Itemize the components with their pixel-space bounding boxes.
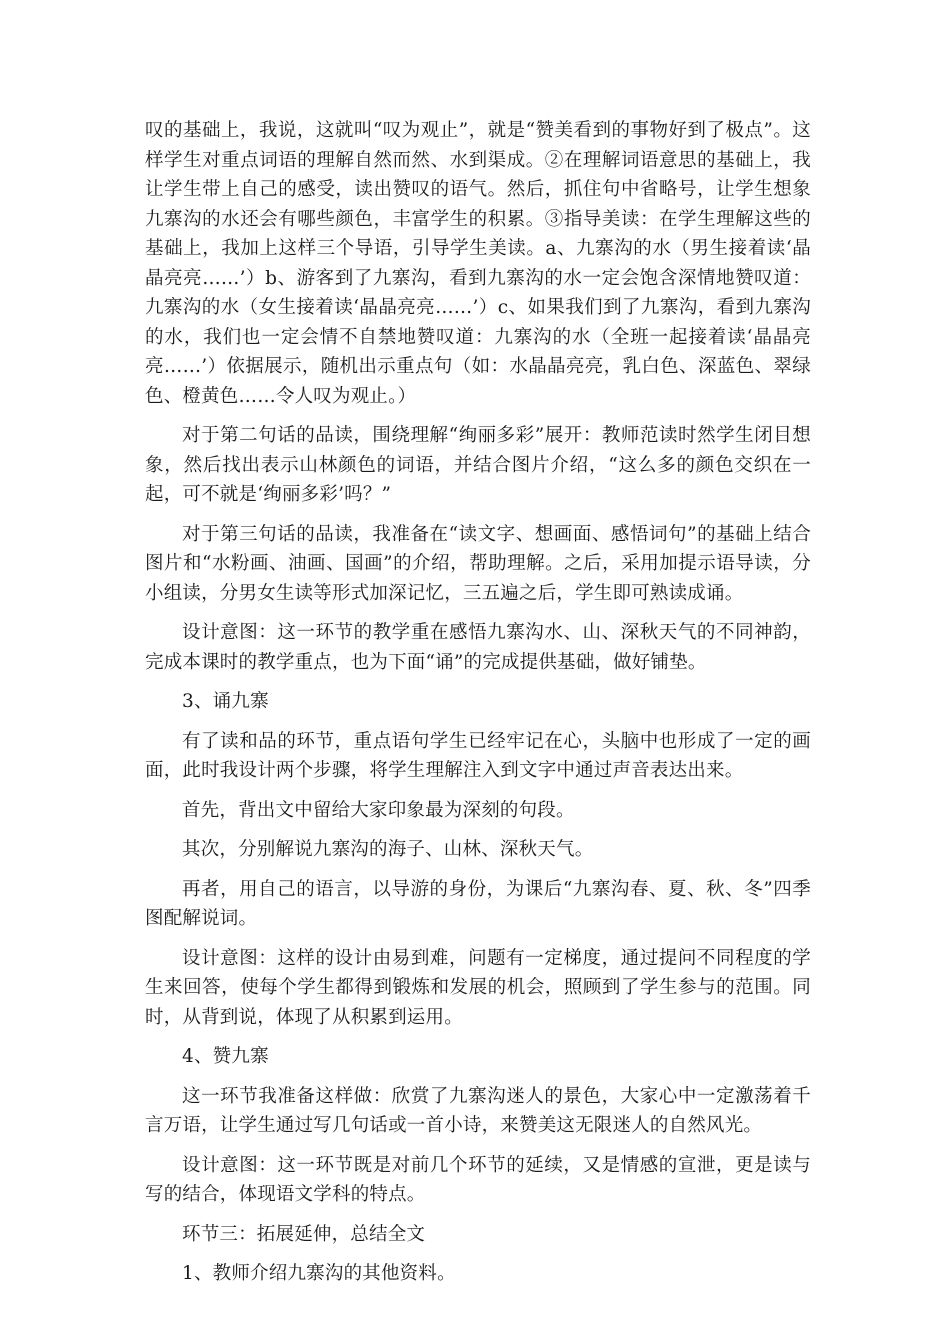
paragraph-third-sentence: 对于第三句话的品读，我准备在“读文字、想画面、感悟词句”的基础上结合图片和“水粉画、油画、国画”的介绍，帮助理解。之后，采用加提示语导读，分小组读，分男女生读等形式加深记忆，三五遍之后，学生即可熟读成诵。 (145, 523, 811, 604)
paragraph-design-intent-2: 设计意图：这样的设计由易到难，问题有一定梯度，通过提问不同程度的学生来回答，使每个学生都得到锻炼和发展的机会，照顾到了学生参与的范围。同时，从背到说，体现了从积累到运用。 (145, 947, 811, 1028)
section-heading-praise: 4、赞九寨 (182, 1046, 269, 1067)
paragraph-continuation: 叹的基础上，我说，这就叫“叹为观止”，就是“赞美看到的事物好到了极点”。这样学生对重点词语的理解自然而然、水到渠成。②在理解词语意思的基础上，我让学生带上自己的感受，读出赞叹的语气。然后，抓住句中省略号，让学生想象九寨沟的水还会有哪些颜色，丰富学生的积累。③指导美读：在学生理解这些的基础上，我加上这样三个导语，引导学生美读。a、九寨沟的水（男生接着读‘晶晶亮亮……’）b、游客到了九寨沟，看到九寨沟的水一定会饱含深情地赞叹道：九寨沟的水（女生接着读‘晶晶亮亮……’）c、如果我们到了九寨沟，看到九寨沟的水，我们也一定会情不自禁地赞叹道：九寨沟的水（全班一起接着读‘晶晶亮亮……’）依据展示，随机出示重点句（如：水晶晶亮亮，乳白色、深蓝色、翠绿色、橙黄色……令人叹为观止。） (145, 120, 811, 407)
paragraph-step-first: 首先，背出文中留给大家印象最为深刻的句段。 (182, 799, 575, 821)
paragraph-design-intent-3: 设计意图：这一环节既是对前几个环节的延续，又是情感的宣泄，更是读与写的结合，体现语文学科的特点。 (145, 1154, 811, 1205)
document-body (145, 116, 811, 1299)
section-heading-recite: 3、诵九寨 (182, 691, 269, 712)
paragraph-praise-intro: 这一环节我准备这样做：欣赏了九寨沟迷人的景色，大家心中一定激荡着千言万语，让学生通过写几句话或一首小诗，来赞美这无限迷人的自然风光。 (145, 1085, 811, 1136)
paragraph-design-intent-1: 设计意图：这一环节的教学重在感悟九寨沟水、山、深秋天气的不同神韵，完成本课时的教学重点，也为下面“诵”的完成提供基础，做好铺垫。 (145, 622, 811, 673)
section-heading-extension: 环节三：拓展延伸，总结全文 (182, 1223, 426, 1245)
paragraph-second-sentence: 对于第二句话的品读，围绕理解“绚丽多彩”展开：教师范读时然学生闭目想象，然后找出表示山林颜色的词语，并结合图片介绍，“这么多的颜色交织在一起，可不就是‘绚丽多彩’吗？” (145, 425, 811, 505)
paragraph-teacher-intro: 1、教师介绍九寨沟的其他资料。 (182, 1263, 456, 1284)
paragraph-step-third: 再者，用自己的语言，以导游的身份，为课后“九寨沟春、夏、秋、冬”四季图配解说词。 (145, 878, 811, 929)
paragraph-recite-intro: 有了读和品的环节，重点语句学生已经牢记在心，头脑中也形成了一定的画面，此时我设计两个步骤，将学生理解注入到文字中通过声音表达出来。 (145, 730, 811, 781)
paragraph-step-second: 其次，分别解说九寨沟的海子、山林、深秋天气。 (182, 839, 594, 860)
